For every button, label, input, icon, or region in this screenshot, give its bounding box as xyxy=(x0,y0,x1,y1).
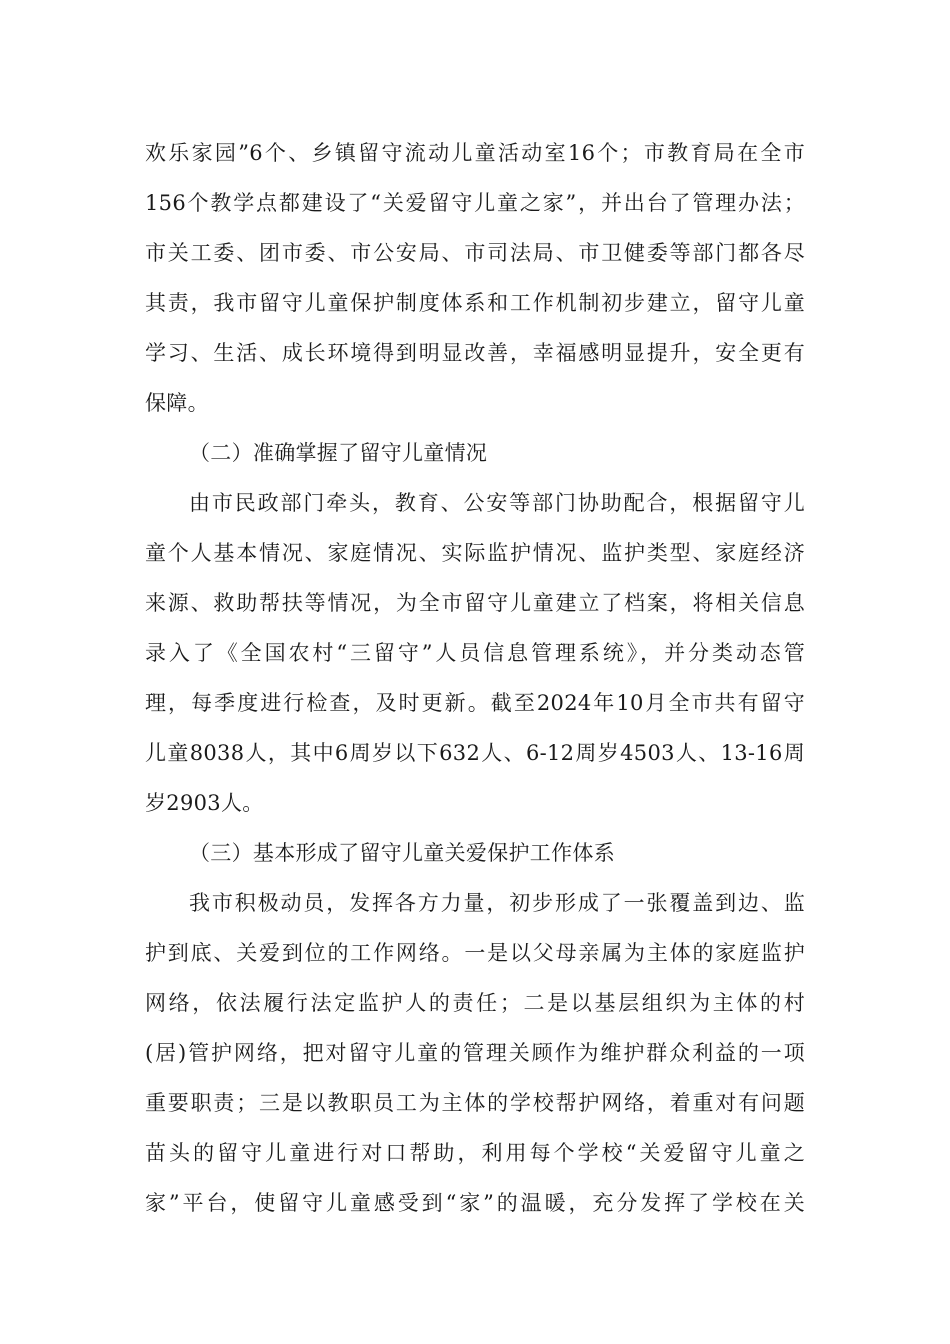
section-heading-2: （二）准确掌握了留守儿童情况 xyxy=(189,441,488,465)
text-line: 理，每季度进行检查，及时更新。截至2024年10月全市共有留守 xyxy=(145,691,805,715)
text-line: 市关工委、团市委、市公安局、市司法局、市卫健委等部门都各尽 xyxy=(145,241,805,265)
text-line: 156个教学点都建设了“关爱留守儿童之家”，并出台了管理办法； xyxy=(145,191,805,215)
document-body xyxy=(145,128,805,1228)
text-line: 重要职责；三是以教职员工为主体的学校帮护网络，着重对有问题 xyxy=(145,1091,805,1115)
text-line: 护到底、关爱到位的工作网络。一是以父母亲属为主体的家庭监护 xyxy=(145,941,805,965)
paragraph-2 xyxy=(145,478,805,828)
paragraph-1 xyxy=(145,128,805,428)
text-line: 保障。 xyxy=(145,391,209,415)
text-line: 由市民政部门牵头，教育、公安等部门协助配合，根据留守儿 xyxy=(189,491,805,515)
text-line: 岁2903人。 xyxy=(145,791,264,815)
text-line: 童个人基本情况、家庭情况、实际监护情况、监护类型、家庭经济 xyxy=(145,541,805,565)
paragraph-3 xyxy=(145,878,805,1228)
text-line: 其责，我市留守儿童保护制度体系和工作机制初步建立，留守儿童 xyxy=(145,291,805,315)
text-line: 录入了《全国农村“三留守”人员信息管理系统》，并分类动态管 xyxy=(145,641,805,665)
text-line: 儿童8038人，其中6周岁以下632人、6-12周岁4503人、13-16周 xyxy=(145,741,805,765)
text-line: 学习、生活、成长环境得到明显改善，幸福感明显提升，安全更有 xyxy=(145,341,805,365)
text-line: 来源、救助帮扶等情况，为全市留守儿童建立了档案，将相关信息 xyxy=(145,591,805,615)
text-line: 苗头的留守儿童进行对口帮助，利用每个学校“关爱留守儿童之 xyxy=(145,1141,805,1165)
text-line: 我市积极动员，发挥各方力量，初步形成了一张覆盖到边、监 xyxy=(189,891,805,915)
text-line: (居)管护网络，把对留守儿童的管理关顾作为维护群众利益的一项 xyxy=(145,1041,805,1065)
text-line: 网络，依法履行法定监护人的责任；二是以基层组织为主体的村 xyxy=(145,991,805,1015)
text-line: 欢乐家园”6个、乡镇留守流动儿童活动室16个；市教育局在全市 xyxy=(145,141,805,165)
section-heading-3: （三）基本形成了留守儿童关爱保护工作体系 xyxy=(189,841,615,865)
text-line: 家”平台，使留守儿童感受到“家”的温暖，充分发挥了学校在关 xyxy=(145,1191,805,1215)
